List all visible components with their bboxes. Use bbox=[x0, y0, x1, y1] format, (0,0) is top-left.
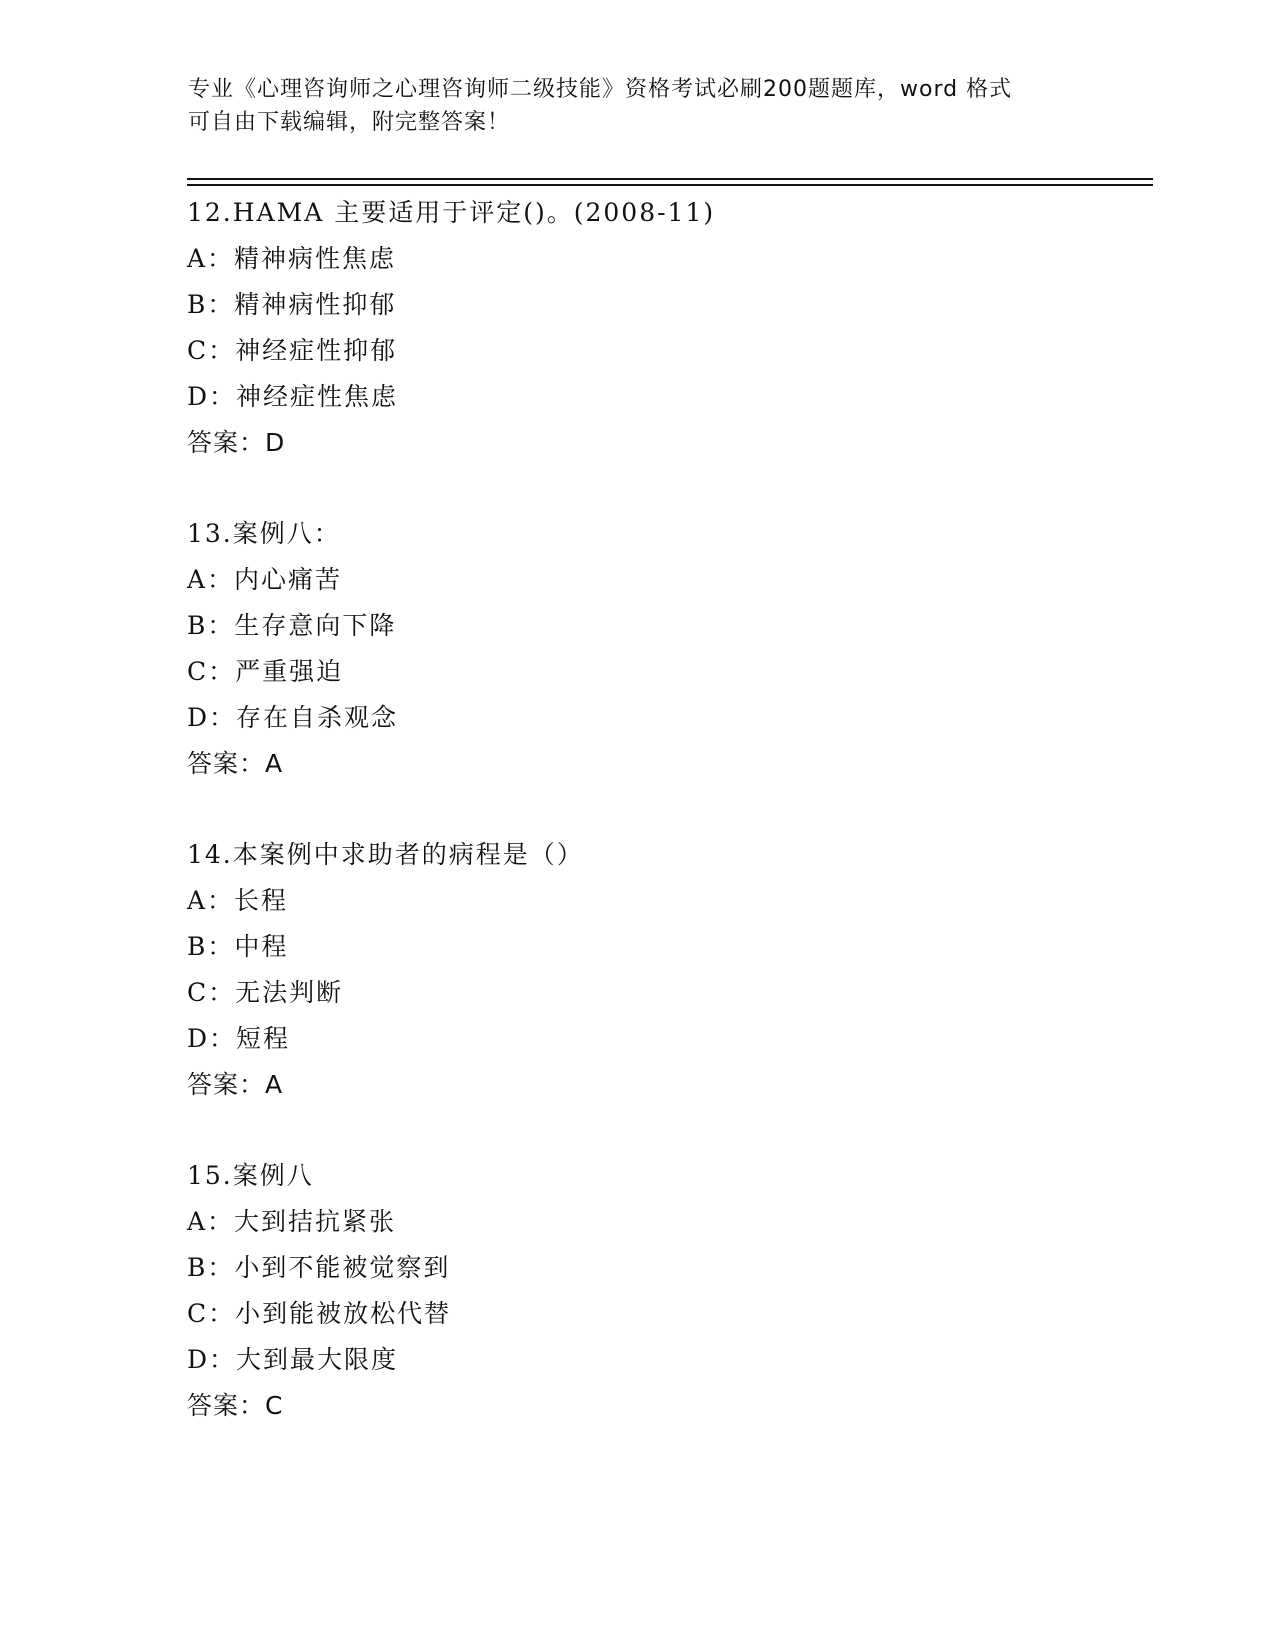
option-d: D：大到最大限度 bbox=[187, 1345, 399, 1374]
option-a: A：内心痛苦 bbox=[187, 565, 343, 594]
option-c: C：无法判断 bbox=[187, 978, 344, 1007]
option-b: B：生存意向下降 bbox=[187, 611, 397, 640]
answer: 答案：A bbox=[187, 1070, 284, 1099]
question-stem: 12.HAMA 主要适用于评定()。(2008-11) bbox=[187, 198, 716, 227]
header-divider-bottom bbox=[187, 184, 1153, 186]
question-14 bbox=[187, 832, 1147, 1108]
question-stem: 13.案例八： bbox=[187, 519, 341, 548]
header-divider-top bbox=[187, 178, 1153, 180]
question-list bbox=[187, 190, 1147, 1474]
option-b: B：精神病性抑郁 bbox=[187, 290, 397, 319]
question-12 bbox=[187, 190, 1147, 466]
question-15 bbox=[187, 1153, 1147, 1429]
answer: 答案：A bbox=[187, 749, 284, 778]
document-header bbox=[188, 73, 1108, 139]
answer: 答案：C bbox=[187, 1391, 284, 1420]
option-a: A：精神病性焦虑 bbox=[187, 244, 397, 273]
question-stem: 15.案例八 bbox=[187, 1161, 314, 1190]
option-d: D：短程 bbox=[187, 1024, 291, 1053]
option-c: C：神经症性抑郁 bbox=[187, 336, 398, 365]
option-a: A：大到拮抗紧张 bbox=[187, 1207, 397, 1236]
option-a: A：长程 bbox=[187, 886, 289, 915]
option-c: C：严重强迫 bbox=[187, 657, 344, 686]
header-line-2: 可自由下载编辑，附完整答案！ bbox=[188, 110, 511, 135]
question-stem: 14.本案例中求助者的病程是（） bbox=[187, 840, 584, 869]
option-b: B：小到不能被觉察到 bbox=[187, 1253, 451, 1282]
option-b: B：中程 bbox=[187, 932, 289, 961]
option-d: D：存在自杀观念 bbox=[187, 703, 399, 732]
option-c: C：小到能被放松代替 bbox=[187, 1299, 452, 1328]
question-13 bbox=[187, 511, 1147, 787]
option-d: D：神经症性焦虑 bbox=[187, 382, 399, 411]
header-line-1: 专业《心理咨询师之心理咨询师二级技能》资格考试必刷200题题库，word 格式 bbox=[188, 77, 1013, 102]
answer: 答案：D bbox=[187, 428, 286, 457]
